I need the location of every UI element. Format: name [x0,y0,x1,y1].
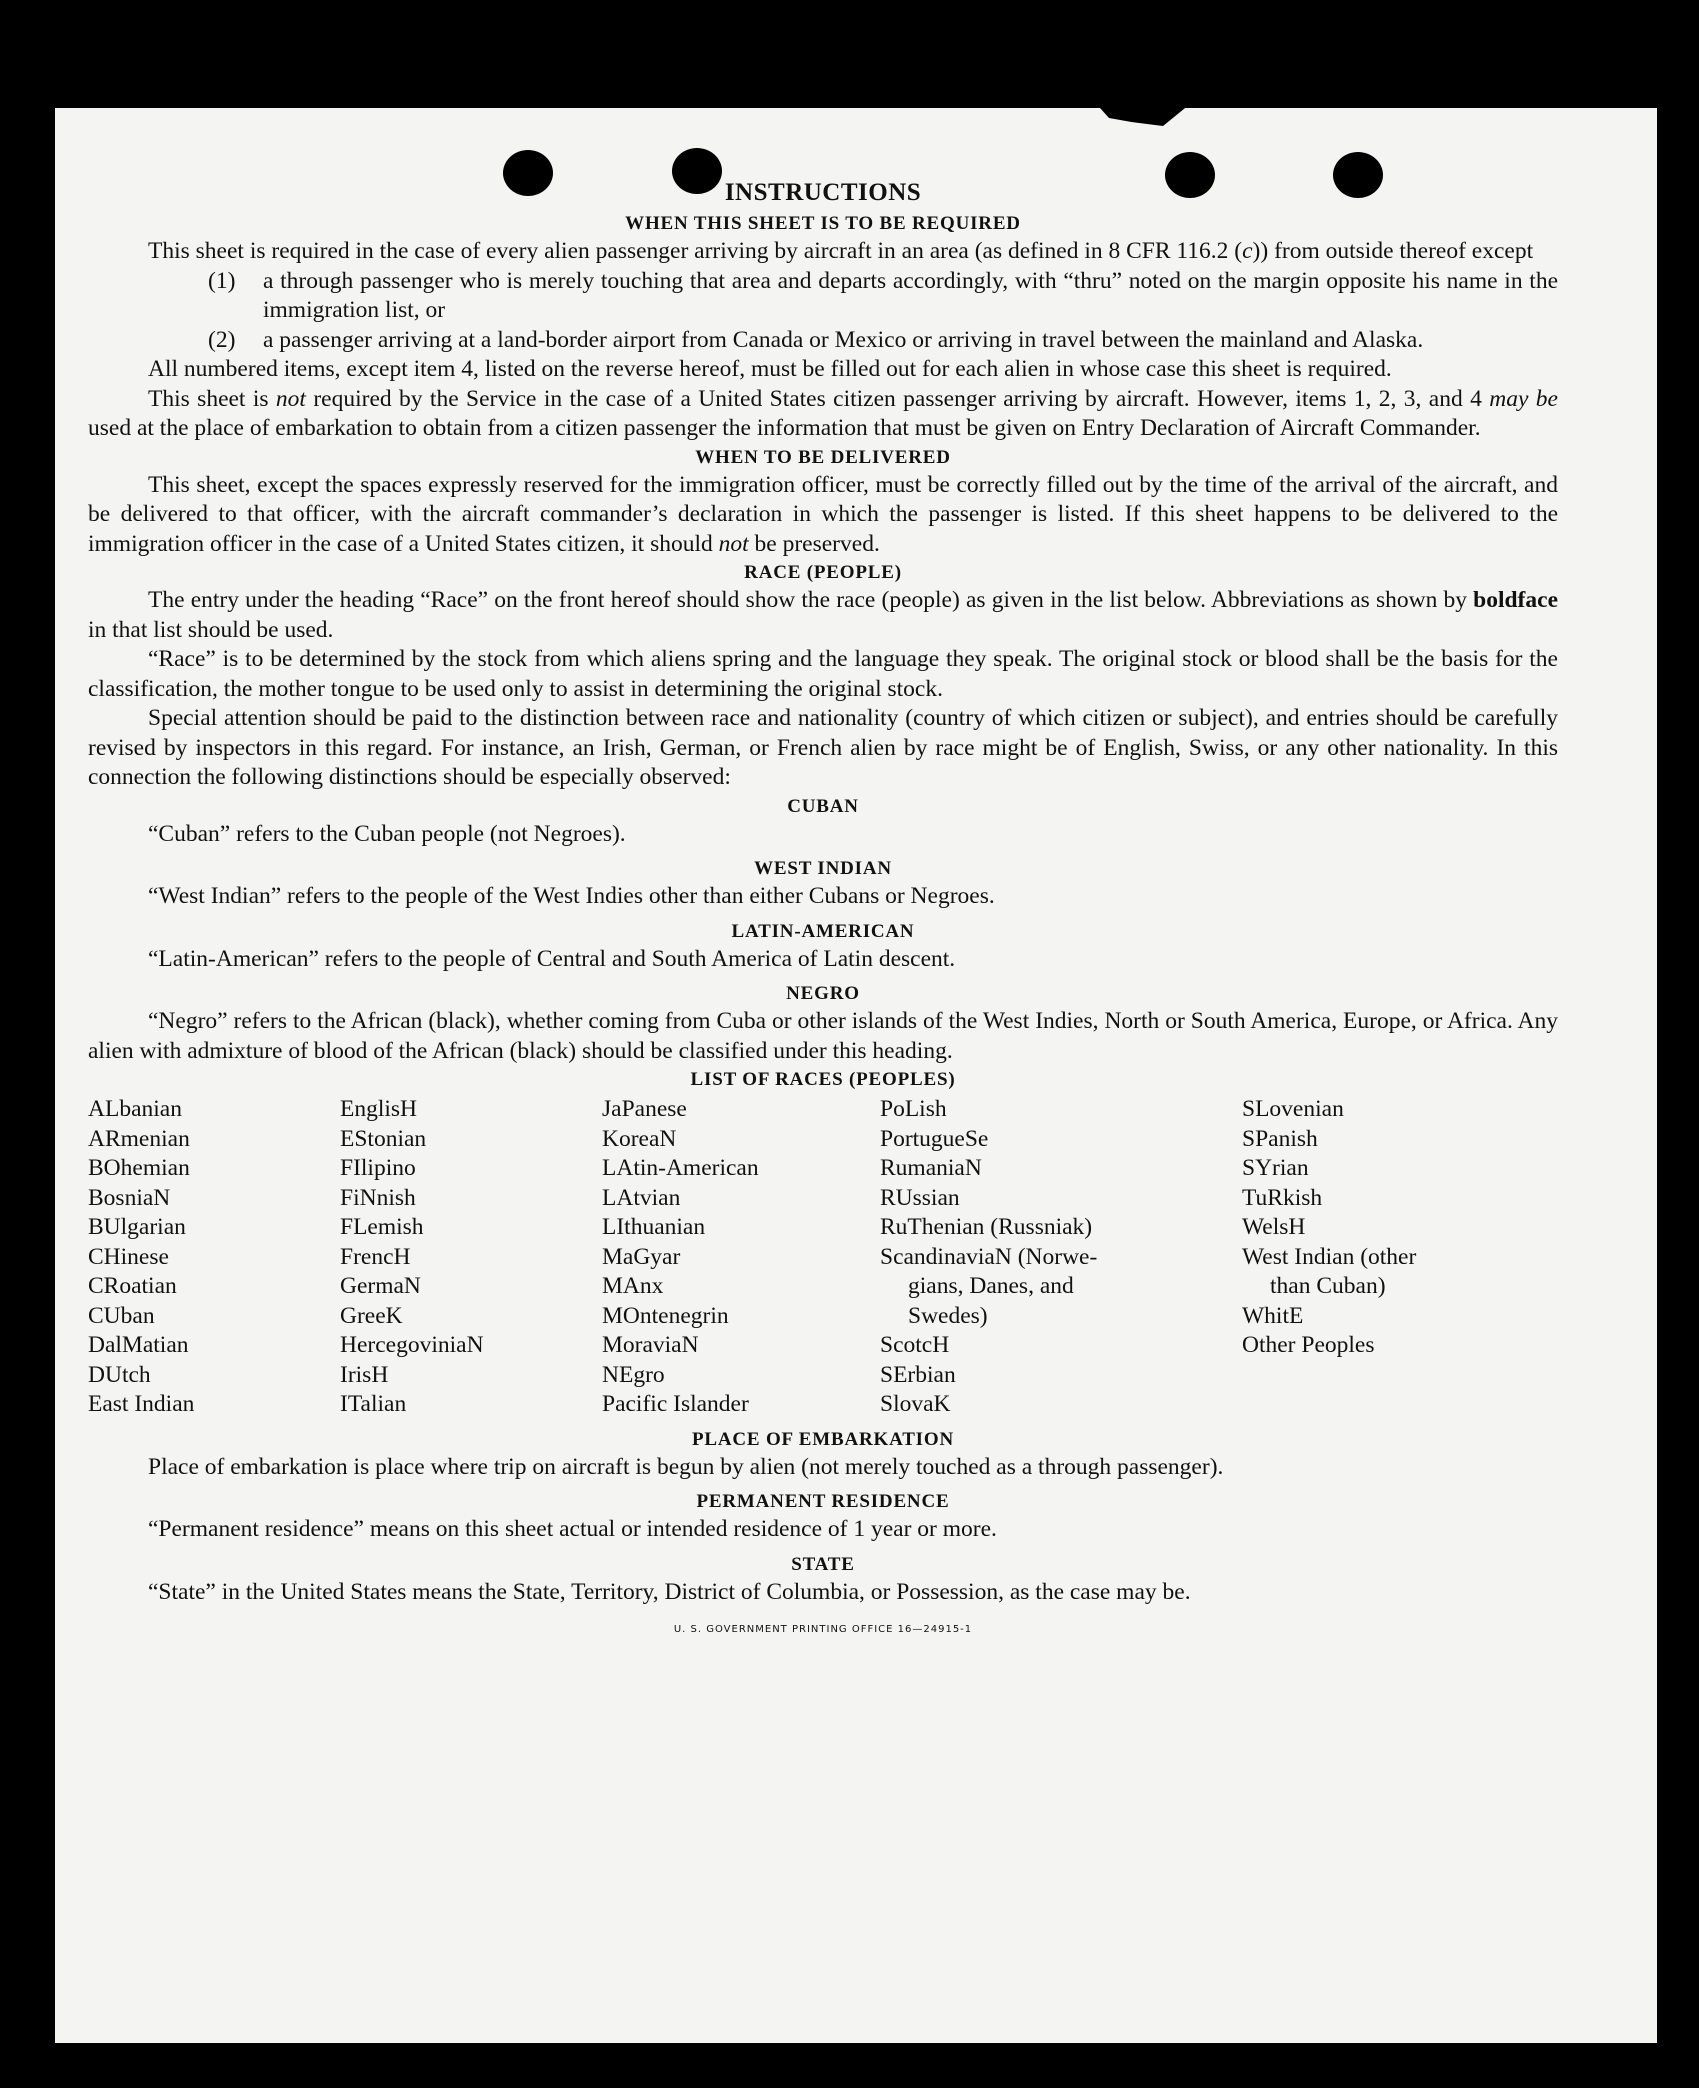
race-entry: RumaniaN [880,1155,982,1181]
paragraph: The entry under the heading “Race” on the front hereof should show the race (people) as given in the list below. Abbreviations as shown by boldface in that list should be used. [88,587,1558,643]
paragraph: All numbered items, except item 4, listed on the reverse hereof, must be filled out for each alien in whose case this sheet is required. [148,356,1392,382]
race-entry: GermaN [340,1273,421,1299]
race-column [1242,1095,1502,1420]
race-entry: gians, Danes, and [908,1273,1074,1299]
section-heading: NEGRO [786,983,860,1004]
race-entry: RUssian [880,1184,960,1211]
race-entry: MAnx [602,1273,664,1299]
race-entry: DUtch [88,1361,151,1388]
race-entry: Other Peoples [1242,1332,1375,1358]
paragraph: “West Indian” refers to the people of the West Indies other than either Cubans or Negroes. [148,883,995,909]
race-entry: SPanish [1242,1125,1318,1152]
race-entry: than Cuban) [1270,1273,1386,1299]
race-entry: Pacific Islander [602,1391,749,1417]
race-entry: FLemish [340,1214,424,1240]
race-entry: WhitE [1242,1302,1304,1329]
race-entry: ITalian [340,1391,407,1417]
race-entry: ALbanian [88,1096,182,1122]
race-entry: RuThenian (Russniak) [880,1214,1093,1240]
instructions-body [88,178,1558,1645]
section-heading: WEST INDIAN [754,858,892,879]
race-entry: LAtvian [602,1184,681,1211]
race-list [88,1095,1558,1420]
paragraph: “Race” is to be determined by the stock from which aliens spring and the language they speak. The original stock or blood shall be the basis for the classification, the mother tongue to be used only to assist in determining the original stock. [88,646,1558,702]
paragraph: “Negro” refers to the African (black), whether coming from Cuba or other islands of the West Indies, North or South America, Europe, or Africa. Any alien with admixture of blood of the African (black) should be classified under this heading. [88,1008,1558,1064]
section-heading: CUBAN [787,795,859,817]
paragraph: This sheet, except the spaces expressly reserved for the immigration officer, must be correctly filled out by the time of the arrival of the aircraft, and be delivered to that officer, with the aircraft commander’s declaration in which the passenger is listed. If this sheet happens to be delivered to the immigration officer in the case of a United States citizen, it should not be preserved. [88,471,1558,557]
race-entry: BosniaN [88,1184,171,1211]
section-heading: STATE [791,1553,855,1575]
section-heading: LATIN-AMERICAN [731,920,915,942]
race-entry: LAtin-American [602,1155,759,1181]
race-column [340,1095,602,1420]
race-entry: SYrian [1242,1155,1309,1181]
race-entry: BUlgarian [88,1214,186,1240]
race-entry: SErbian [880,1361,956,1388]
paragraph: “State” in the United States means the State, Territory, District of Columbia, or Possession, as the case may be. [148,1578,1191,1605]
paragraph: Special attention should be paid to the distinction between race and nationality (country of which citizen or subject), and entries should be carefully revised by inspectors in this regard. For instance, an Irish, German, or French alien by race might be of English, Swiss, or any other nationality. In this connection the following distinctions should be especially observed: [88,705,1558,790]
section-heading: PLACE OF EMBARKATION [692,1428,954,1450]
race-entry: HercegoviniaN [340,1332,484,1358]
race-entry: PoLish [880,1096,947,1122]
list-item: (1) a through passenger who is merely touching that area and departs accordingly, with “thru” noted on the margin opposite his name in the immigration list, or [208,267,1558,323]
race-entry: BOhemian [88,1155,190,1181]
paragraph: “Permanent residence” means on this sheet actual or intended residence of 1 year or more. [148,1516,997,1542]
race-entry: MOntenegrin [602,1302,729,1329]
race-entry: CHinese [88,1243,169,1270]
race-entry: East Indian [88,1391,195,1417]
race-entry: WelsH [1242,1214,1306,1240]
race-column [602,1095,880,1420]
race-entry: MoraviaN [602,1332,699,1358]
race-entry: EStonian [340,1125,427,1152]
paragraph: This sheet is not required by the Service in the case of a United States citizen passenger arriving by aircraft. However, items 1, 2, 3, and 4 may be used at the place of embarkation to obtain from a citizen passenger the information that must be given on Entry Declaration of Aircraft Commander. [88,385,1558,441]
race-entry: GreeK [340,1302,403,1329]
race-column [88,1095,340,1420]
section-heading: PERMANENT RESIDENCE [696,1491,950,1512]
section-heading: RACE (PEOPLE) [744,562,902,583]
race-entry: FiNnish [340,1184,416,1211]
race-entry: JaPanese [602,1096,687,1122]
printer-imprint: U. S. GOVERNMENT PRINTING OFFICE 16—24915-1 [673,1624,973,1635]
race-entry: NEgro [602,1361,665,1388]
paragraph: Place of embarkation is place where trip on aircraft is begun by alien (not merely touched as a through passenger). [148,1453,1224,1480]
paragraph: This sheet is required in the case of every alien passenger arriving by aircraft in an area (as defined in 8 CFR 116.2 (c)) from outside thereof except [148,238,1534,264]
race-entry: West Indian (other [1242,1243,1417,1270]
race-entry: DalMatian [88,1332,189,1358]
paragraph: “Cuban” refers to the Cuban people (not Negroes). [148,820,626,847]
race-entry: FrencH [340,1243,411,1270]
race-entry: ARmenian [88,1125,190,1152]
race-entry: IrisH [340,1361,389,1388]
race-entry: FIlipino [340,1155,416,1181]
race-entry: TuRkish [1242,1184,1323,1211]
paragraph: “Latin-American” refers to the people of Central and South America of Latin descent. [148,945,956,972]
section-heading: LIST OF RACES (PEOPLES) [690,1069,956,1090]
race-entry: Swedes) [908,1302,988,1329]
race-entry: EnglisH [340,1096,418,1122]
race-entry: CUban [88,1302,155,1329]
page-title: INSTRUCTIONS [724,179,922,206]
race-entry: SLovenian [1242,1096,1344,1122]
race-entry: ScotcH [880,1332,950,1358]
race-entry: CRoatian [88,1273,177,1299]
race-entry: KoreaN [602,1125,677,1152]
race-entry: ScandinaviaN (Norwe- [880,1243,1098,1270]
race-column [880,1095,1242,1420]
race-entry: SlovaK [880,1391,951,1417]
race-entry: PortugueSe [880,1125,989,1152]
race-entry: LIthuanian [602,1214,706,1240]
race-entry: MaGyar [602,1243,681,1270]
list-item: (2) a passenger arriving at a land-border airport from Canada or Mexico or arriving in travel between the mainland and Alaska. [208,326,1424,353]
section-heading: WHEN THIS SHEET IS TO BE REQUIRED [625,213,1021,234]
section-heading: WHEN TO BE DELIVERED [695,446,951,468]
